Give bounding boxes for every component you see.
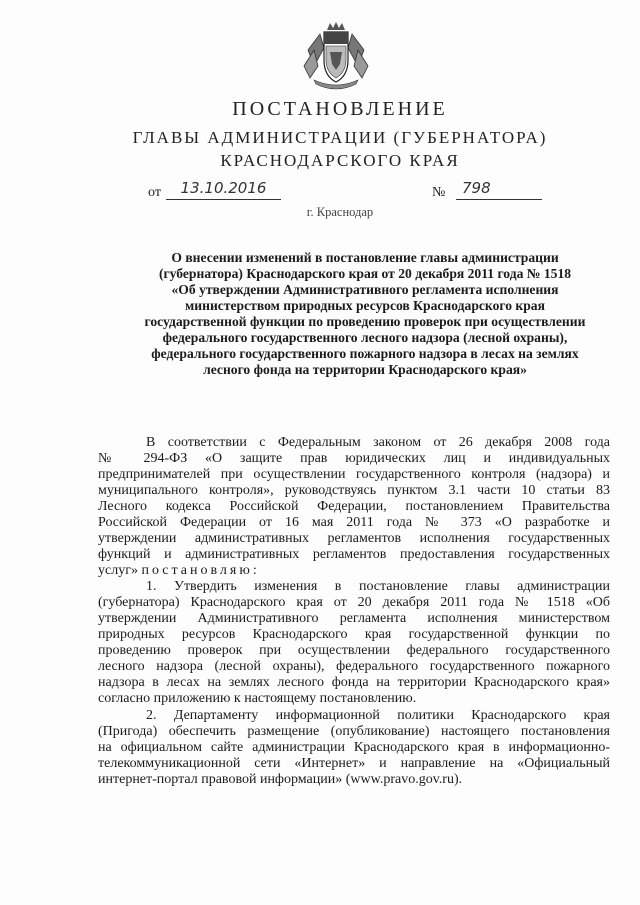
body-line: Лесного кодекса Российской Федерации, постановлением Правительства [98,499,610,514]
decree-word: постановляю: [141,563,260,578]
summary-line: «Об утверждении Административного регламента исполнения [171,282,559,297]
date-label: от [148,185,161,200]
document-title: ПОСТАНОВЛЕНИЕ [232,98,448,120]
clause-1-paragraph [98,579,610,707]
summary-line: государственной функции по проведению проверок при осуществлении [144,314,586,329]
document-subtitle-line1: ГЛАВЫ АДМИНИСТРАЦИИ (ГУБЕРНАТОРА) [132,128,548,147]
body-line: (губернатора) Краснодарского края от 20 декабря 2011 года № 1518 «Об [98,595,610,610]
body-line: В соответствии с Федеральным законом от 26 декабря 2008 года [146,435,610,450]
body-line: надзора в лесах на землях лесного фонда на территории Краснодарского края» [98,675,610,690]
body-line: муниципального контроля», руководствуясь пунктом 3.1 части 10 статьи 83 [98,483,610,498]
summary-line: федерального государственного лесного надзора (лесной охраны), [162,330,568,345]
body-line: природных ресурсов Краснодарского края государственной функции по [98,627,610,642]
summary-line: федерального государственного пожарного надзора в лесах на землях [151,346,579,361]
body-line: на официальном сайте администрации Краснодарского края в информационно- [98,740,610,755]
date-value: 13.10.2016 [166,177,281,200]
summary-line: лесного фонда на территории Краснодарского края» [203,362,527,377]
body-line: Российской Федерации от 16 мая 2011 года № 373 «О разработке и [98,515,610,530]
body-line: 1. Утвердить изменения в постановление главы администрации [146,579,610,594]
resolution-summary [120,250,610,378]
number-value: 798 [456,177,542,200]
preamble-paragraph [98,435,610,579]
body-line: согласно приложению к настоящему постановлению. [98,691,417,706]
body-line: функций и административных регламентов предоставления государственных [98,547,610,562]
body-line: утверждении административных регламентов исполнения государственных [98,531,610,546]
summary-line: О внесении изменений в постановление главы администрации [171,250,559,265]
body-line: интернет-портал правовой информации» (www.pravo.gov.ru). [98,772,463,787]
body-line: предпринимателей при осуществлении государственного контроля (надзора) и [98,467,610,482]
number-label: № [432,185,446,200]
body-line: № 294-ФЗ «О защите прав юридических лиц и индивидуальных [98,451,610,466]
body-line: 2. Департаменту информационной политики Краснодарского края [146,708,610,723]
body-line-text: услуг» [98,563,138,578]
clause-2-paragraph [98,708,610,788]
body-line: утверждении Административного регламента исполнения министерством [98,611,610,626]
body-line: проведению проверок при осуществлении федерального государственного [98,643,610,658]
body-line: телекоммуникационной сети «Интернет» и направление на «Официальный [98,756,610,771]
summary-line: (губернатора) Краснодарского края от 20 декабря 2011 года № 1518 [158,266,572,281]
body-line: (Пригода) обеспечить размещение (опубликование) настоящего постановления [98,724,610,739]
krasnodar-coat-of-arms-icon [300,20,372,92]
city-name: г. Краснодар [306,205,374,219]
body-line [98,563,610,579]
document-subtitle-line2: КРАСНОДАРСКОГО КРАЯ [220,151,460,170]
body-line: лесного надзора (лесной охраны), федерального государственного пожарного [98,659,610,674]
summary-line: министерством природных ресурсов Краснодарского края [185,298,545,313]
